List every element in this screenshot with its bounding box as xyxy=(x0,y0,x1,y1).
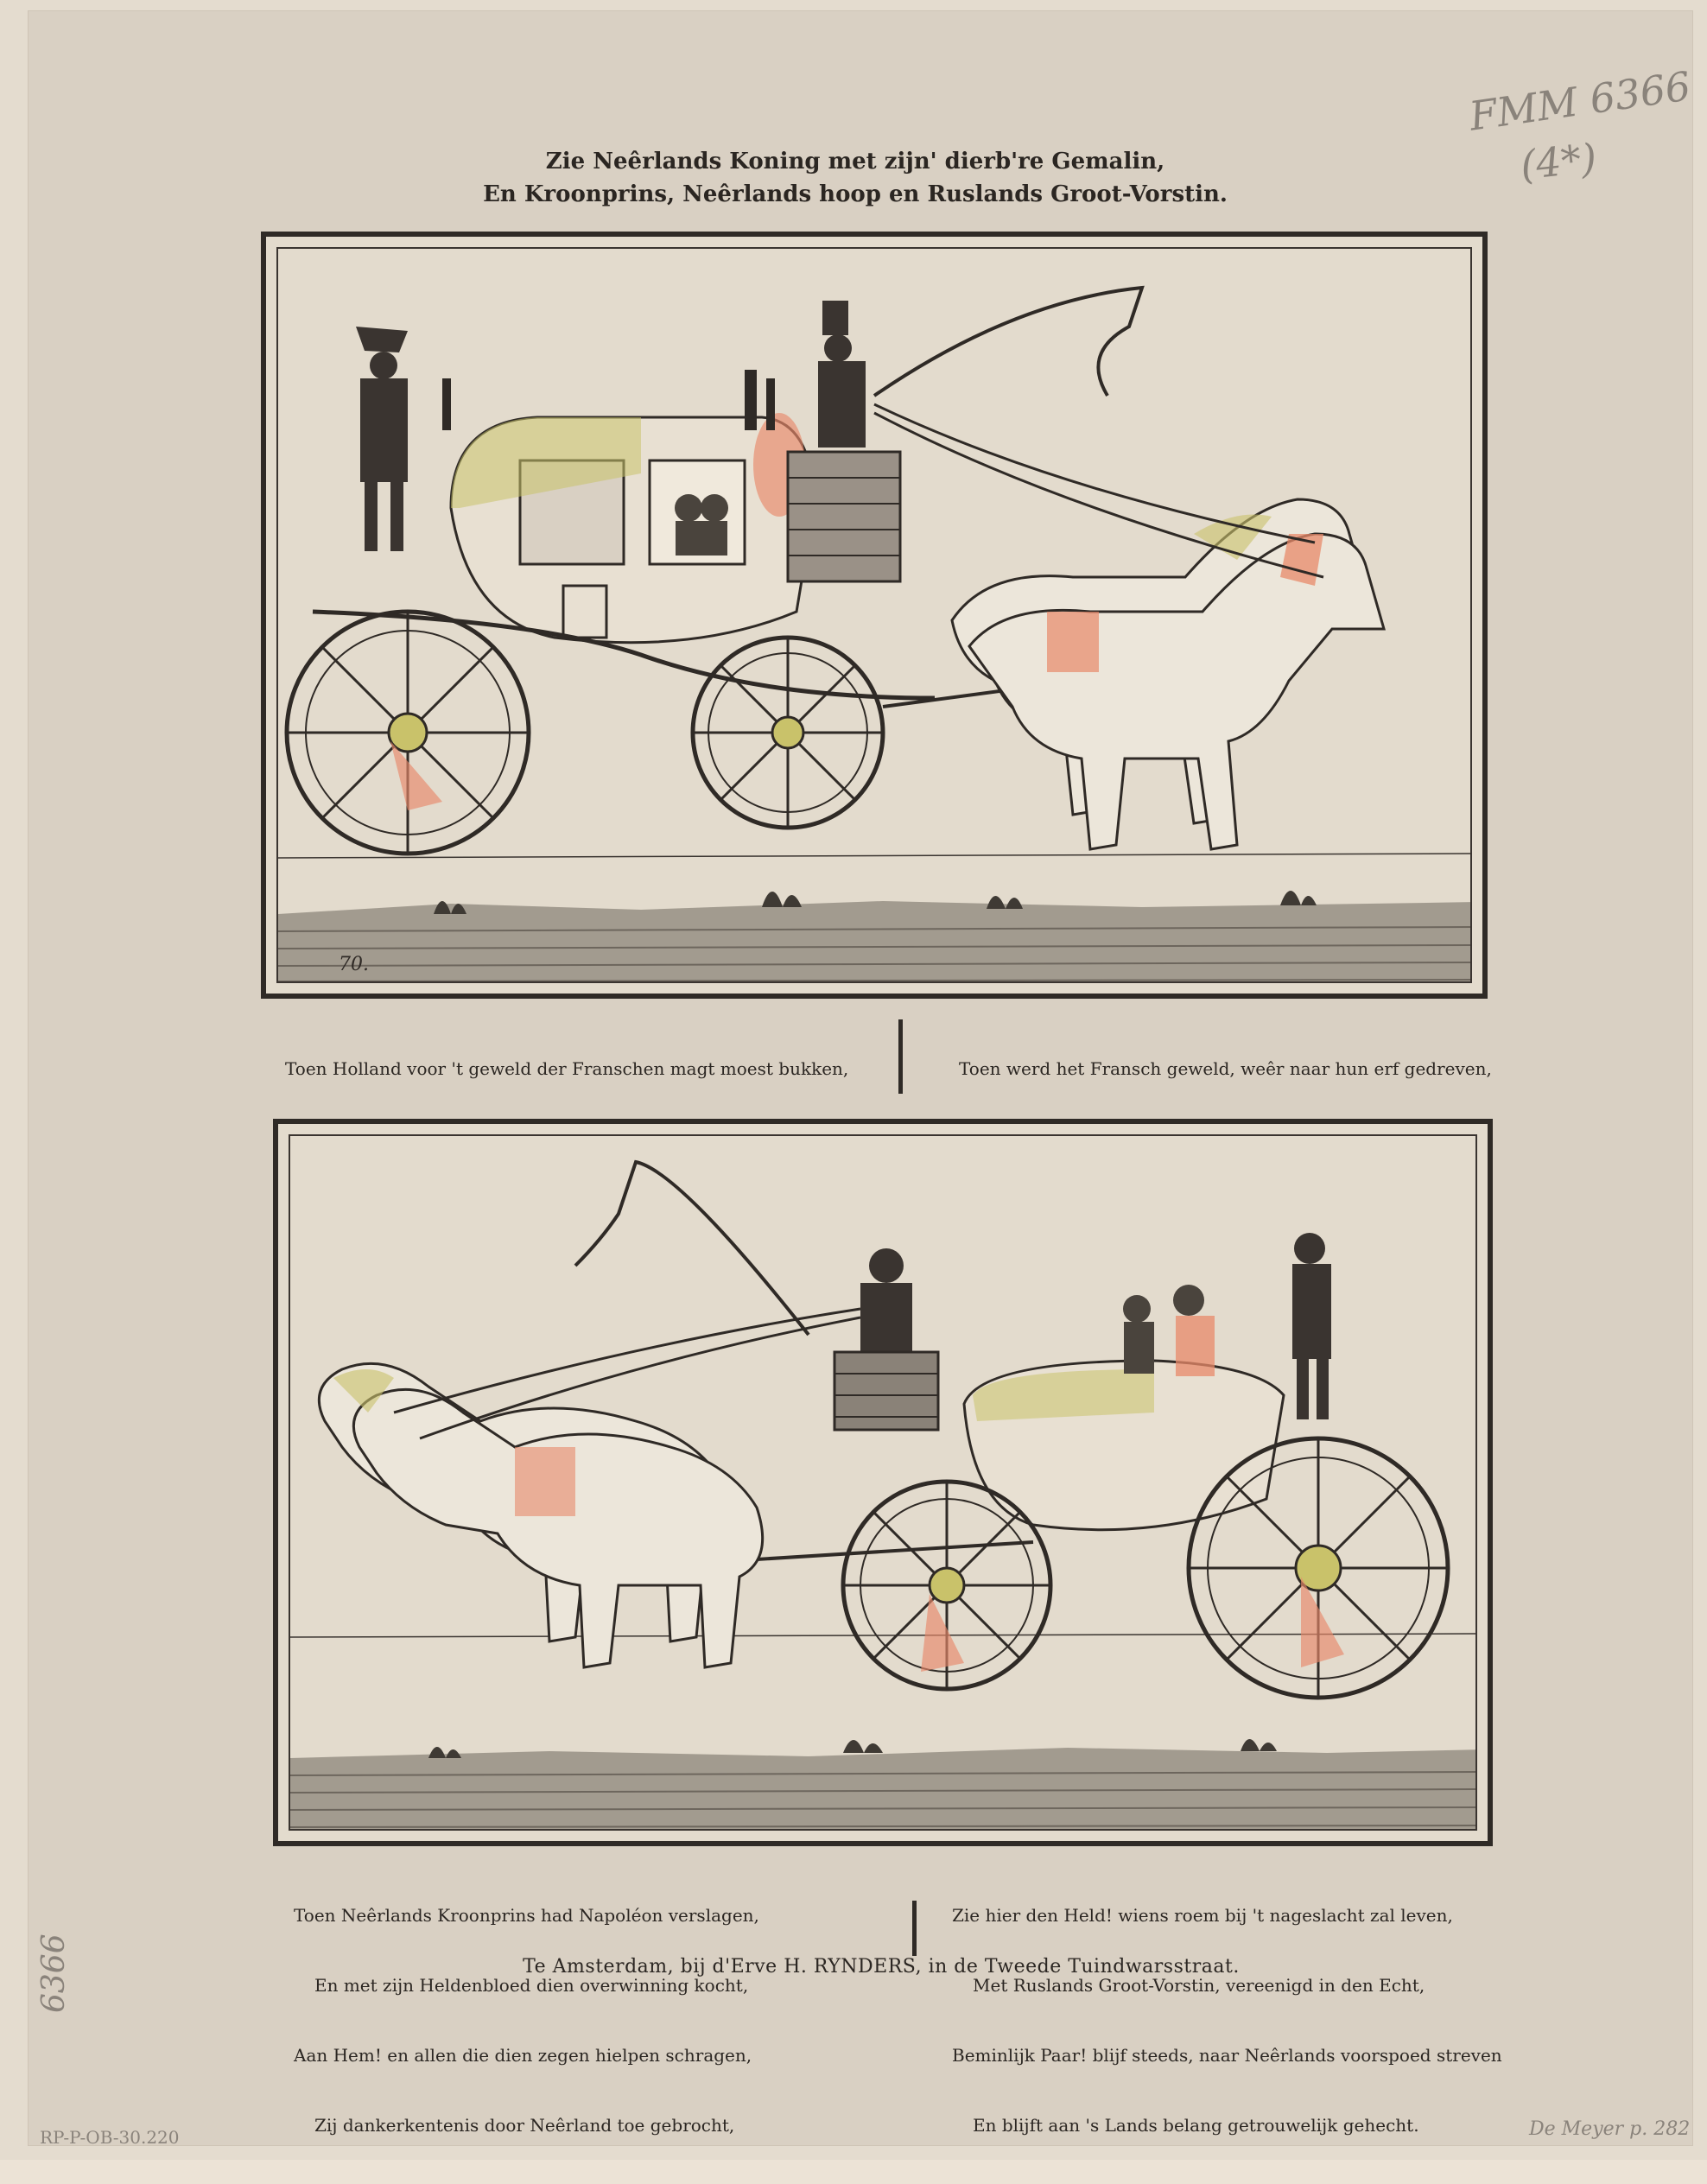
bottom-woodcut-frame xyxy=(273,1119,1493,1846)
publisher-imprint: Te Amsterdam, bij d'Erve H. RYNDERS, in de Tweede Tuindwarsstraat. xyxy=(523,1956,1240,1978)
margin-number-annotation: 6366 xyxy=(36,1933,72,2013)
verse-line: Beminlijk Paar! blijf steeds, naar Neêrlands voorspoed streven xyxy=(952,2045,1502,2066)
verse-line: Zie hier den Held! wiens roem bij 't nageslacht zal leven, xyxy=(952,1905,1453,1926)
top-woodcut-frame xyxy=(261,232,1488,999)
verse-line: En blijft aan 's Lands belang getrouwelijk gehecht. xyxy=(973,2115,1419,2136)
bottom-verse-right xyxy=(952,1857,1502,2184)
verse-line: En met zijn Heldenbloed dien overwinning kocht, xyxy=(314,1975,749,1996)
top-verse-divider xyxy=(898,1019,903,1094)
catalog-suffix-annotation: (4*) xyxy=(1518,134,1599,189)
bottom-verse-left xyxy=(294,1857,759,2184)
title-line-2: En Kroonprins, Neêrlands hoop en Ruslands Groot-Vorstin. xyxy=(483,181,1228,207)
broadside-title xyxy=(259,145,1451,211)
top-woodcut-image xyxy=(276,247,1472,983)
verse-line: Met Ruslands Groot-Vorstin, vereenigd in den Echt, xyxy=(973,1975,1425,1996)
verse-line: Zij dankerkentenis door Neêrland toe gebrocht, xyxy=(314,2115,735,2136)
title-line-1: Zie Neêrlands Koning met zijn' dierb're Gemalin, xyxy=(545,149,1165,175)
catalog-number-annotation: FMM 6366 xyxy=(1466,62,1694,140)
bottom-verse-divider xyxy=(912,1901,917,1956)
engraver-mark: 70. xyxy=(339,954,369,975)
verse-line: Toen Neêrlands Kroonprins had Napoléon verslagen, xyxy=(294,1905,759,1926)
closed-coach-illustration xyxy=(278,249,1472,983)
open-carriage-illustration xyxy=(290,1136,1477,1831)
verse-line: Toen Holland voor 't geweld der Franschen magt moest bukken, xyxy=(285,1058,849,1079)
verse-line: Toen werd het Fransch geweld, weêr naar hun erf gedreven, xyxy=(959,1058,1492,1079)
inventory-number: RP-P-OB-30.220 xyxy=(40,2127,180,2148)
verse-line: Aan Hem! en allen die dien zegen hielpen schragen, xyxy=(294,2045,752,2066)
bottom-woodcut-image xyxy=(289,1134,1477,1831)
reference-annotation: De Meyer p. 282 xyxy=(1529,2118,1691,2140)
